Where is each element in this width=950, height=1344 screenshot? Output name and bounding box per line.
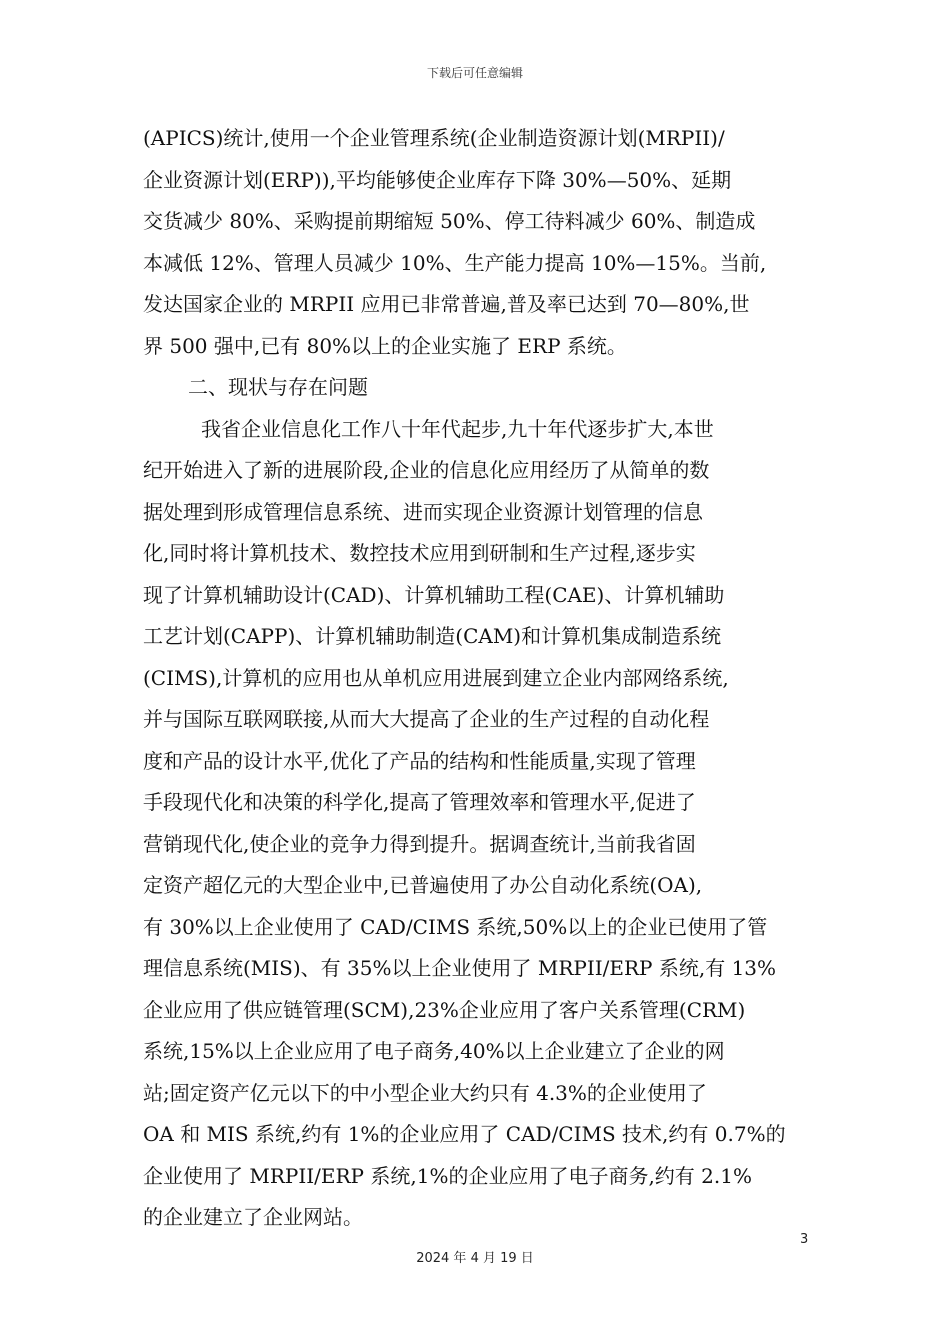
footer-date: 2024 年 4 月 19 日: [416, 1251, 534, 1266]
text-line: 营销现代化,使企业的竞争力得到提升。据调查统计,当前我省固: [143, 831, 696, 856]
text-line: 界 500 强中,已有 80%以上的企业实施了 ERP 系统。: [143, 333, 627, 358]
text-line: 化,同时将计算机技术、数控技术应用到研制和生产过程,逐步实: [143, 541, 696, 565]
page-header: 下载后可任意编辑: [426, 66, 523, 80]
text-line: 并与国际互联网联接,从而大大提高了企业的生产过程的自动化程: [143, 707, 710, 731]
text-line: (CIMS),计算机的应用也从单机应用进展到建立企业内部网络系统,: [143, 665, 729, 690]
text-line: 发达国家企业的 MRPII 应用已非常普遍,普及率已达到 70—80%,世: [143, 292, 750, 316]
text-line: 有 30%以上企业使用了 CAD/CIMS 系统,50%以上的企业已使用了管: [143, 914, 768, 939]
text-line: 现了计算机辅助设计(CAD)、计算机辅助工程(CAE)、计算机辅助: [143, 582, 725, 607]
text-line: 定资产超亿元的大型企业中,已普遍使用了办公自动化系统(OA),: [143, 873, 703, 897]
document-body: [143, 118, 815, 1239]
section-title: 二、现状与存在问题: [188, 375, 368, 399]
text-line: 据处理到形成管理信息系统、进而实现企业资源计划管理的信息: [143, 499, 703, 524]
text-line: 交货减少 80%、采购提前期缩短 50%、停工待料减少 60%、制造成: [143, 209, 756, 233]
text-line: 手段现代化和决策的科学化,提高了管理效率和管理水平,促进了: [143, 790, 696, 814]
text-line: 企业资源计划(ERP)),平均能够使企业库存下降 30%—50%、延期: [143, 167, 732, 192]
text-line: 理信息系统(MIS)、有 35%以上企业使用了 MRPII/ERP 系统,有 13%: [143, 956, 777, 980]
text-line: 站;固定资产亿元以下的中小型企业大约只有 4.3%的企业使用了: [143, 1080, 707, 1105]
paragraph-current-status: [143, 409, 815, 1239]
text-line: 本减低 12%、管理人员减少 10%、生产能力提高 10%—15%。当前,: [143, 250, 767, 275]
text-line: OA 和 MIS 系统,约有 1%的企业应用了 CAD/CIMS 技术,约有 0.7%的: [143, 1122, 786, 1146]
text-line: 的企业建立了企业网站。: [143, 1205, 363, 1229]
text-line: 我省企业信息化工作八十年代起步,九十年代逐步扩大,本世: [201, 416, 714, 441]
page-number: 3: [800, 1232, 809, 1247]
section-heading: [143, 367, 815, 409]
text-line: 系统,15%以上企业应用了电子商务,40%以上企业建立了企业的网: [143, 1039, 725, 1063]
text-line: 企业使用了 MRPII/ERP 系统,1%的企业应用了电子商务,约有 2.1%: [143, 1163, 752, 1188]
text-line: (APICS)统计,使用一个企业管理系统(企业制造资源计划(MRPII)/: [143, 126, 725, 150]
text-line: 企业应用了供应链管理(SCM),23%企业应用了客户关系管理(CRM): [143, 997, 746, 1022]
text-line: 纪开始进入了新的进展阶段,企业的信息化应用经历了从简单的数: [143, 458, 710, 482]
text-line: 工艺计划(CAPP)、计算机辅助制造(CAM)和计算机集成制造系统: [143, 624, 722, 648]
paragraph-intro-stats: [143, 118, 815, 367]
text-line: 度和产品的设计水平,优化了产品的结构和性能质量,实现了管理: [143, 748, 696, 773]
